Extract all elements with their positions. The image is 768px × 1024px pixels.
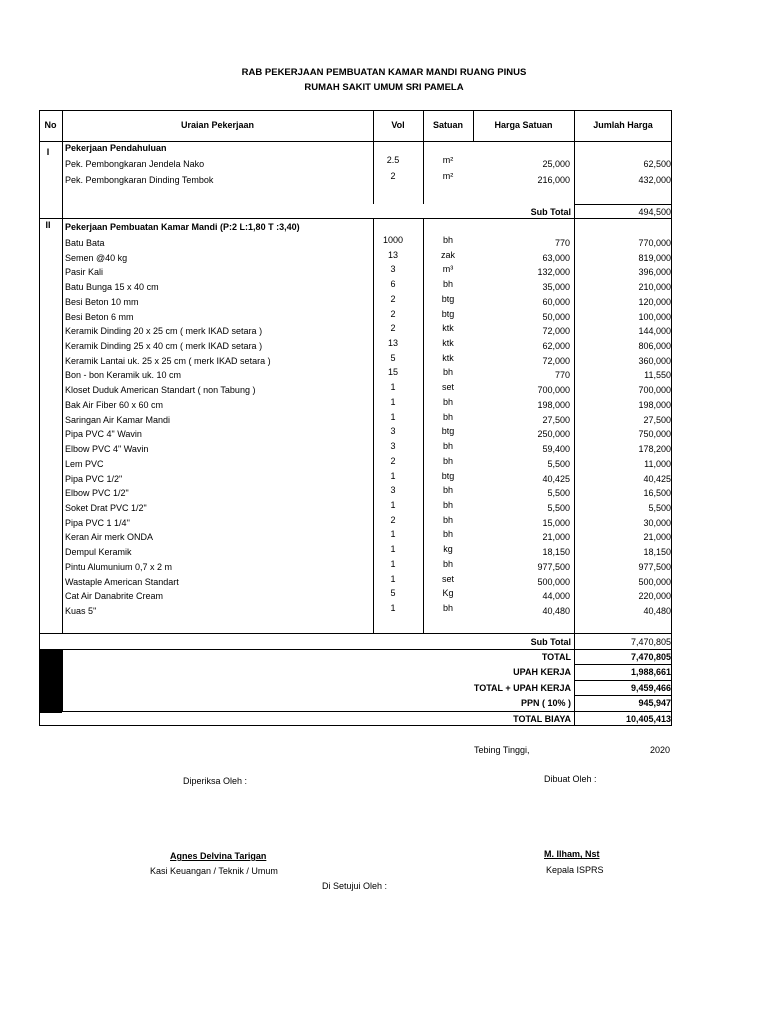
summary-black-band: [39, 649, 62, 713]
item-name: Batu Bunga 15 x 40 cm: [65, 282, 159, 293]
item-unit: bh: [442, 514, 453, 525]
item-vol: 1: [390, 529, 396, 540]
item-name: Soket Drat PVC 1/2": [65, 502, 147, 513]
item-total: 144,000: [638, 326, 671, 337]
document-subtitle: RUMAH SAKIT UMUM SRI PAMELA: [304, 82, 464, 93]
section-subtotal-value: 7,470,805: [630, 637, 671, 647]
summary-label: UPAH KERJA: [513, 667, 571, 678]
approved-by-label: Di Setujui Oleh :: [322, 881, 388, 891]
place-label: Tebing Tinggi,: [474, 745, 530, 755]
item-unit: ktk: [442, 323, 454, 334]
item-vol: 2: [390, 171, 396, 181]
item-total: 198,000: [638, 399, 671, 410]
item-total: 5,500: [648, 502, 671, 513]
item-price: 5,500: [547, 458, 570, 469]
made-by-label: Dibuat Oleh :: [544, 774, 597, 784]
item-vol: 1: [390, 396, 396, 407]
header-divider: [423, 110, 424, 141]
item-name: Cat Air Danabrite Cream: [65, 591, 164, 602]
item-price: 250,000: [537, 429, 570, 440]
summary-divider: [574, 664, 672, 665]
header-uraian: Uraian Pekerjaan: [180, 120, 255, 130]
item-price: 44,000: [542, 591, 570, 602]
item-total: 700,000: [638, 385, 671, 396]
item-vol: 1: [390, 411, 396, 422]
section-number: I: [46, 147, 50, 157]
section-title: Pekerjaan Pembuatan Kamar Mandi (P:2 L:1,80 T :3,40): [65, 222, 300, 232]
item-name: Pek. Pembongkaran Dinding Tembok: [65, 175, 214, 185]
item-total: 770,000: [638, 238, 671, 248]
item-unit: btg: [441, 308, 455, 319]
item-price: 198,000: [537, 399, 570, 410]
item-unit: set: [441, 573, 454, 584]
total-biaya-top-border: [39, 711, 672, 712]
item-price: 700,000: [537, 385, 570, 396]
summary-label: TOTAL BIAYA: [513, 713, 571, 724]
item-unit: bh: [442, 529, 453, 540]
item-vol: 13: [387, 338, 398, 349]
item-unit: btg: [441, 470, 455, 481]
summary-divider: [574, 695, 672, 696]
item-unit: m²: [442, 155, 454, 165]
item-vol: 13: [387, 249, 398, 260]
summary-divider: [574, 680, 672, 681]
item-total: 30,000: [643, 517, 671, 528]
item-total: 432,000: [638, 175, 671, 185]
item-total: 500,000: [638, 576, 671, 587]
item-vol: 1: [390, 382, 396, 393]
section-subtotal-label: Sub Total: [530, 637, 571, 647]
item-unit: bh: [442, 441, 453, 452]
item-unit: bh: [442, 411, 453, 422]
section-title: Pekerjaan Pendahuluan: [65, 143, 167, 153]
checker-name: Agnes Delvina Tarigan: [170, 851, 267, 861]
item-price: 132,000: [537, 267, 570, 278]
cost-table: [39, 110, 672, 726]
item-vol: 1: [390, 573, 396, 584]
section-subtotal-label: Sub Total: [530, 207, 571, 217]
item-name: Pipa PVC 1/2": [65, 473, 123, 484]
item-price: 770: [554, 370, 570, 381]
item-name: Pipa PVC 1 1/4'': [65, 517, 130, 528]
item-total: 11,000: [644, 458, 671, 469]
item-price: 62,000: [542, 341, 570, 352]
checked-by-label: Diperiksa Oleh :: [183, 776, 248, 786]
item-total: 40,425: [643, 473, 671, 484]
item-price: 63,000: [542, 252, 570, 263]
item-vol: 2: [390, 455, 396, 466]
item-price: 18,150: [542, 547, 570, 558]
item-name: Bak Air Fiber 60 x 60 cm: [65, 399, 164, 410]
item-vol: 5: [390, 352, 396, 363]
document-title: RAB PEKERJAAN PEMBUATAN KAMAR MANDI RUANG PINUS: [241, 67, 527, 78]
item-vol: 2: [390, 308, 396, 319]
item-name: Besi Beton 6 mm: [65, 311, 134, 322]
item-total: 819,000: [638, 252, 671, 263]
header-no: No: [44, 120, 57, 130]
item-price: 60,000: [542, 296, 570, 307]
item-unit: m²: [442, 171, 454, 181]
item-unit: bh: [442, 485, 453, 496]
header-divider: [473, 110, 474, 141]
item-unit: zak: [440, 249, 455, 260]
year-label: 2020: [650, 745, 671, 755]
item-price: 15,000: [542, 517, 570, 528]
item-total: 360,000: [638, 355, 671, 366]
header-vol: Vol: [391, 120, 405, 130]
column-divider: [574, 204, 575, 218]
maker-title: Kepala ISPRS: [546, 865, 604, 875]
item-name: Pasir Kali: [65, 267, 104, 278]
item-name: Lem PVC: [65, 458, 104, 469]
item-name: Wastaple American Standart: [65, 576, 179, 587]
item-name: Batu Bata: [65, 238, 105, 248]
item-unit: bh: [442, 235, 453, 245]
column-divider: [62, 141, 63, 204]
item-vol: 3: [390, 485, 396, 496]
item-vol: 2.5: [386, 155, 400, 165]
item-name: Keran Air merk ONDA: [65, 532, 154, 543]
item-price: 40,480: [542, 606, 570, 616]
item-vol: 15: [387, 367, 398, 378]
item-name: Kuas 5'': [65, 606, 97, 616]
header-divider: [373, 110, 374, 141]
item-name: Pek. Pembongkaran Jendela Nako: [65, 159, 205, 169]
table-bottom-border: [39, 725, 672, 726]
summary-value: 1,988,661: [630, 667, 671, 678]
item-price: 216,000: [537, 175, 570, 185]
item-name: Keramik Dinding 25 x 40 cm ( merk IKAD setara ): [65, 341, 263, 352]
item-unit: m³: [442, 264, 454, 275]
item-vol: 3: [390, 264, 396, 275]
item-price: 59,400: [542, 444, 570, 455]
checker-title: Kasi Keuangan / Teknik / Umum: [150, 866, 278, 876]
subtotal-bottom-border: [39, 649, 672, 650]
item-vol: 2: [390, 293, 396, 304]
item-unit: bh: [442, 455, 453, 466]
item-name: Keramik Lantai uk. 25 x 25 cm ( merk IKAD setara ): [65, 355, 271, 366]
item-vol: 6: [390, 279, 396, 290]
column-divider: [574, 141, 575, 204]
item-price: 770: [554, 238, 570, 248]
column-divider: [62, 204, 63, 218]
item-unit: bh: [442, 499, 453, 510]
item-vol: 3: [390, 426, 396, 437]
item-vol: 3: [390, 441, 396, 452]
item-unit: bh: [442, 279, 453, 290]
item-price: 35,000: [542, 282, 570, 293]
item-vol: 1: [390, 544, 396, 555]
item-price: 72,000: [542, 355, 570, 366]
item-name: Elbow PVC 1/2": [65, 488, 129, 499]
item-unit: ktk: [442, 338, 454, 349]
column-divider: [373, 218, 374, 633]
item-total: 806,000: [638, 341, 671, 352]
item-name: Pintu Alumunium 0,7 x 2 m: [65, 561, 173, 572]
item-total: 210,000: [638, 282, 671, 293]
item-vol: 1: [390, 470, 396, 481]
table-top-border: [39, 110, 672, 111]
item-unit: ktk: [442, 352, 454, 363]
item-unit: btg: [441, 293, 455, 304]
section-divider: [39, 218, 672, 219]
header-harga-satuan: Harga Satuan: [494, 120, 553, 130]
header-divider: [62, 110, 63, 141]
item-price: 27,500: [542, 414, 570, 425]
item-unit: btg: [441, 426, 455, 437]
item-total: 178,200: [638, 444, 671, 455]
summary-value: 9,459,466: [630, 682, 671, 693]
item-name: Besi Beton 10 mm: [65, 296, 139, 307]
subtotal-top-border: [39, 633, 672, 634]
summary-value: 10,405,413: [625, 713, 671, 724]
item-total: 16,500: [643, 488, 671, 499]
section-subtotal-value: 494,500: [638, 207, 671, 217]
item-price: 50,000: [542, 311, 570, 322]
item-price: 40,425: [542, 473, 570, 484]
item-price: 21,000: [542, 532, 570, 543]
item-total: 40,480: [643, 606, 671, 616]
item-total: 396,000: [638, 267, 671, 278]
item-total: 21,000: [643, 532, 671, 543]
column-divider: [373, 141, 374, 204]
summary-value: 7,470,805: [630, 652, 671, 662]
item-name: Keramik Dinding 20 x 25 cm ( merk IKAD setara ): [65, 326, 263, 337]
item-vol: 1: [390, 558, 396, 569]
maker-name: M. Ilham, Nst: [544, 849, 600, 859]
item-name: Semen @40 kg: [65, 252, 128, 263]
item-unit: kg: [443, 544, 453, 555]
item-name: Bon - bon Keramik uk. 10 cm: [65, 370, 182, 381]
item-name: Pipa PVC 4" Wavin: [65, 429, 142, 440]
header-divider: [574, 110, 575, 141]
item-vol: 5: [390, 588, 396, 599]
header-jumlah-harga: Jumlah Harga: [593, 120, 653, 130]
item-unit: set: [441, 382, 454, 393]
item-total: 100,000: [638, 311, 671, 322]
item-vol: 2: [390, 514, 396, 525]
summary-label: TOTAL + UPAH KERJA: [473, 682, 571, 693]
item-unit: bh: [442, 558, 453, 569]
item-vol: 2: [390, 323, 396, 334]
summary-value: 945,947: [638, 698, 671, 709]
column-divider: [423, 218, 424, 633]
item-price: 25,000: [542, 159, 570, 169]
item-total: 11,550: [644, 370, 671, 381]
column-divider: [62, 218, 63, 633]
column-divider: [423, 141, 424, 204]
item-price: 977,500: [537, 561, 570, 572]
item-total: 18,150: [643, 547, 671, 558]
item-unit: bh: [442, 396, 453, 407]
header-bottom-border: [39, 141, 672, 142]
item-name: Kloset Duduk American Standart ( non Tabung ): [65, 385, 256, 396]
item-price: 500,000: [537, 576, 570, 587]
header-satuan: Satuan: [432, 120, 463, 130]
summary-label: TOTAL: [541, 652, 571, 662]
item-total: 120,000: [638, 296, 671, 307]
item-total: 750,000: [638, 429, 671, 440]
item-vol: 1000: [382, 235, 404, 245]
item-name: Dempul Keramik: [65, 547, 132, 558]
item-total: 977,500: [638, 561, 671, 572]
item-vol: 1: [390, 603, 396, 613]
item-unit: bh: [442, 603, 453, 613]
item-unit: bh: [442, 367, 453, 378]
item-vol: 1: [390, 499, 396, 510]
item-total: 62,500: [643, 159, 671, 169]
item-price: 72,000: [542, 326, 570, 337]
item-price: 5,500: [547, 488, 570, 499]
item-name: Elbow PVC 4" Wavin: [65, 444, 149, 455]
summary-divider: [62, 649, 63, 711]
column-divider: [574, 218, 575, 633]
item-name: Saringan Air Kamar Mandi: [65, 414, 171, 425]
subtotal-top-border: [574, 204, 672, 205]
item-price: 5,500: [547, 502, 570, 513]
item-total: 220,000: [638, 591, 671, 602]
item-total: 27,500: [643, 414, 671, 425]
section-number: II: [45, 220, 51, 230]
summary-label: PPN ( 10% ): [520, 698, 571, 709]
item-unit: Kg: [442, 588, 454, 599]
